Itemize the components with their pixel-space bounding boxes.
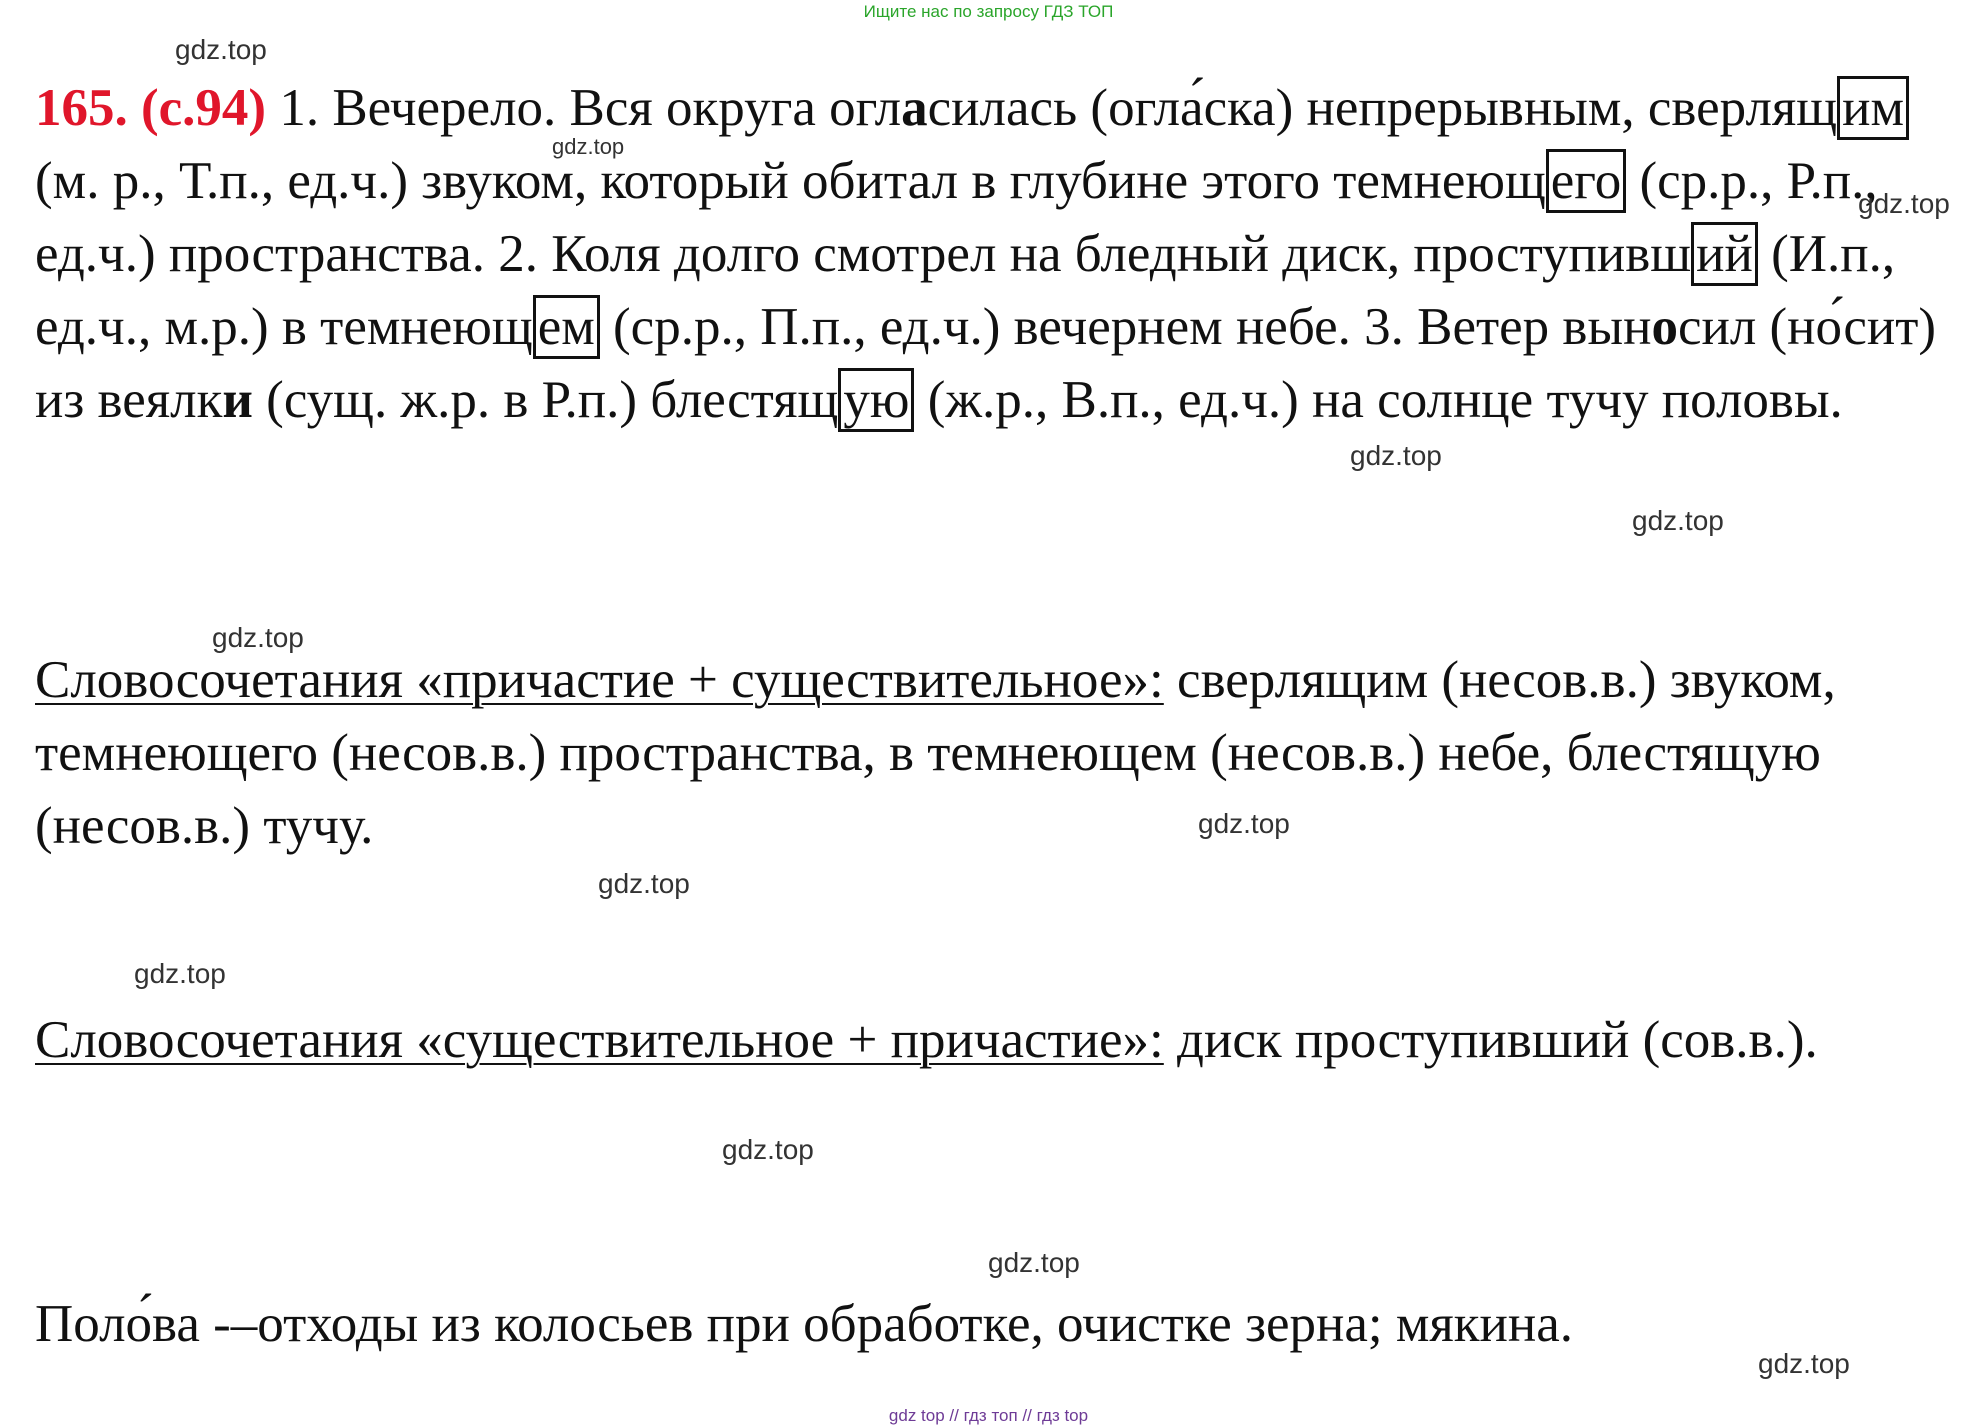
- watermark: gdz.top: [552, 134, 625, 159]
- phrases-noun-participle: [35, 1004, 1945, 1077]
- watermark: gdz.top: [134, 958, 226, 989]
- watermark: gdz.top: [598, 868, 690, 899]
- stressed-letter: о: [1651, 298, 1678, 356]
- ending-box: его: [1546, 149, 1626, 213]
- watermark: gdz.top: [988, 1247, 1080, 1278]
- text-fragment: (И.п., ед.ч., м.р.) в темнеющ: [35, 225, 1896, 356]
- watermark: gdz.top: [1350, 440, 1442, 471]
- text-fragment: (ср.р., Р.п., ед.ч.) пространства. 2. Коля долго смотрел на бледный диск, проступивш: [35, 152, 1878, 283]
- watermark: gdz.top: [1632, 505, 1724, 536]
- ending-box: ем: [533, 295, 600, 359]
- text-fragment: сил (но́сит) из веялк: [35, 298, 1937, 429]
- watermark: gdz.top: [212, 622, 304, 653]
- text-fragment: силась (огла́ска) непрерывным, сверлящ: [927, 79, 1838, 137]
- phrases-label: Словосочетания «причастие + существительное»:: [35, 651, 1164, 709]
- phrases-text: диск проступивший (сов.в.).: [1163, 1011, 1818, 1069]
- text-fragment: (м. р., Т.п., ед.ч.) звуком, который обитал в глубине этого темнеющ: [35, 152, 1546, 210]
- exercise-text: [35, 72, 1945, 437]
- phrases-label: Словосочетания «существительное + причастие»:: [35, 1011, 1164, 1069]
- text-fragment: (ж.р., В.п., ед.ч.) на солнце тучу половы.: [914, 371, 1843, 429]
- text-fragment: (сущ. ж.р. в Р.п.) блестящ: [252, 371, 839, 429]
- ending-box: им: [1837, 76, 1909, 140]
- footer: gdz top // гдз топ // гдз top: [888, 1406, 1089, 1425]
- text-fragment: 1. Вечерело. Вся округа огл: [266, 79, 902, 137]
- watermark: gdz.top: [175, 34, 267, 65]
- watermark: gdz.top: [1858, 188, 1950, 219]
- stressed-letter: а: [901, 79, 928, 137]
- watermark: gdz.top: [1758, 1348, 1850, 1379]
- task-number: 165. (с.94): [35, 79, 267, 137]
- phrases-text: сверлящим (несов.в.) звуком, темнеющего (несов.в.) пространства, в темнеющем (несов.в.) небе, блестящую (несов.в.) тучу.: [35, 651, 1836, 855]
- definition-text: Поло́ва -–отходы из колосьев при обработке, очистке зерна; мякина.: [35, 1295, 1574, 1353]
- phrases-participle-noun: [35, 644, 1945, 863]
- stressed-letter: и: [222, 371, 253, 429]
- watermark: gdz.top: [722, 1134, 814, 1165]
- text-fragment: (ср.р., П.п., ед.ч.) вечернем небе. 3. Ветер вын: [599, 298, 1652, 356]
- ending-box: ий: [1691, 222, 1758, 286]
- ending-box: ую: [838, 368, 914, 432]
- definition: [35, 1288, 1945, 1361]
- watermark: gdz.top: [1198, 808, 1290, 839]
- top-banner: Ищите нас по запросу ГДЗ ТОП: [863, 2, 1114, 21]
